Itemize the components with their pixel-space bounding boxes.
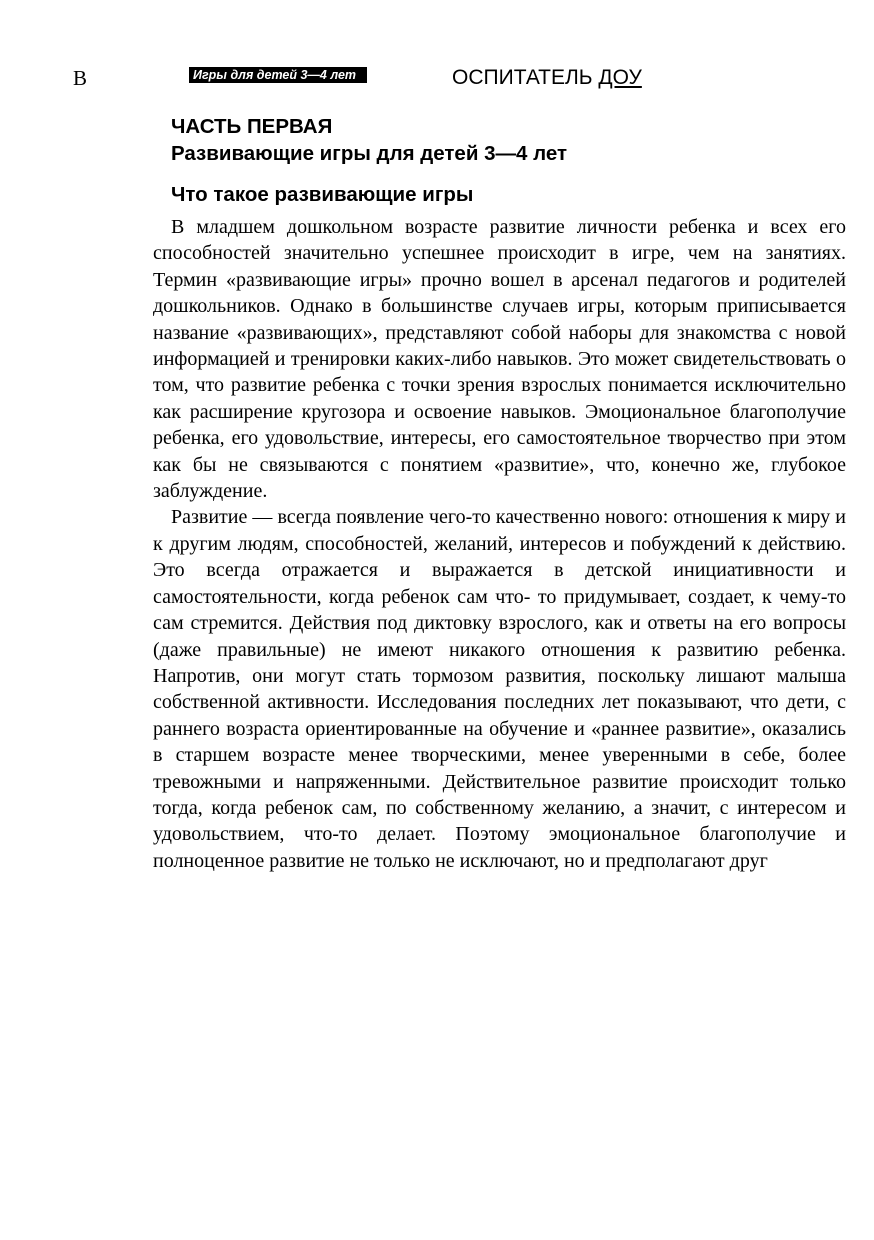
header-title — [452, 65, 642, 91]
header-badge: Игры для детей 3—4 лет — [189, 67, 367, 83]
paragraph: Развитие — всегда появление чего-то качественно нового: отношения к миру и к другим людям, способностей, желаний, интересов и побуждений к действию. Это всегда отражается и выражается в детской инициативности и самостоятельности, когда ребенок сам что- то придумывает, создает, к чему-то сам стремится. Действия под диктовку взрослого, как и ответы на его вопросы (даже правильные) не имеют никакого отношения к развитию ребенка. Напротив, они могут стать тормозом развития, поскольку лишают малыша собственной активности. Исследования последних лет показывают, что дети, с раннего возраста ориентированные на обучение и «раннее развитие», оказались в старшем возрасте менее творческими, менее уверенными в себе, более тревожными и напряженными. Действительное развитие происходит только тогда, когда ребенок сам, по собственному желанию, а значит, с интересом и удовольствием, что-то делает. Поэтому эмоциональное благополучие и полноценное развитие не только не исключают, но и предполагают друг — [153, 506, 846, 872]
header-title-underlined: ДОУ — [598, 66, 642, 89]
part-subtitle: Развивающие игры для детей 3—4 лет — [171, 142, 568, 165]
body-text — [153, 214, 846, 874]
part-title: ЧАСТЬ ПЕРВАЯ — [171, 115, 333, 138]
section-title: Что такое развивающие игры — [171, 183, 474, 206]
paragraph: В младшем дошкольном возрасте развитие личности ребенка и всех его способностей значительно успешнее происходит в игре, чем на занятиях. Термин «развивающие игры» прочно вошел в арсенал педагогов и родителей дошкольников. Однако в большинстве случаев игры, которым приписывается название «развивающих», представляют собой наборы для знакомства с новой информацией и тренировки каких-либо навыков. Это может свидетельствовать о том, что развитие ребенка с точки зрения взрослых понимается исключительно как расширение кругозора и освоение навыков. Эмоциональное благополучие ребенка, его удовольствие, интересы, его самостоятельное творчество при этом как бы не связываются с понятием «развитие», что, конечно же, глубокое заблуждение. — [153, 216, 846, 503]
header-letter: В — [73, 66, 88, 90]
header-title-main: ОСПИТАТЕЛЬ — [452, 66, 599, 89]
